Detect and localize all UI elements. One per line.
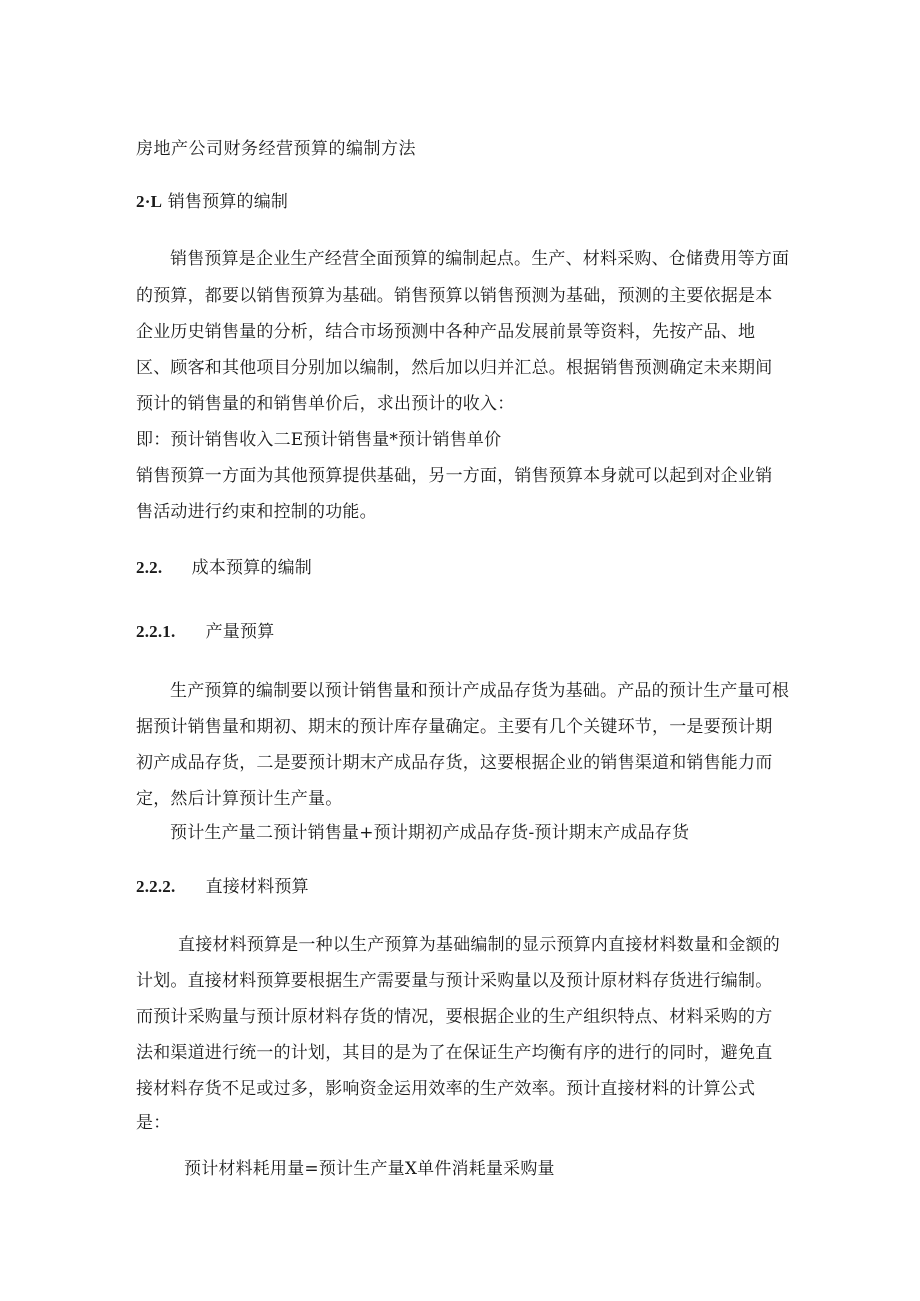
formula-line: 预计生产量二预计销售量+预计期初产成品存货-预计期末产成品存货 <box>170 823 690 843</box>
paragraph-line: 据预计销售量和期初、期末的预计库存量确定。主要有几个关键环节，一是要预计期 <box>136 717 773 737</box>
paragraph-line: 是： <box>136 1113 171 1133</box>
paragraph-line: 接材料存货不足或过多，影响资金运用效率的生产效率。预计直接材料的计算公式 <box>136 1079 756 1099</box>
paragraph-line: 预计的销售量的和销售单价后，求出预计的收入： <box>136 394 515 414</box>
section-title: 销售预算的编制 <box>167 192 289 212</box>
paragraph-line: 售活动进行约束和控制的功能。 <box>136 502 377 522</box>
section-heading-2-1 <box>136 191 288 213</box>
paragraph-line: 销售预算一方面为其他预算提供基础，另一方面，销售预算本身就可以起到对企业销 <box>136 466 773 486</box>
section-number: 2.2.2. <box>136 877 176 896</box>
paragraph-line: 的预算，都要以销售预算为基础。销售预算以销售预测为基础，预测的主要依据是本 <box>136 286 773 306</box>
paragraph-line: 而预计采购量与预计原材料存货的情况，要根据企业的生产组织特点、材料采购的方 <box>136 1007 773 1027</box>
section-heading-2-2-1 <box>136 621 274 643</box>
section-title: 成本预算的编制 <box>191 558 313 578</box>
section-title: 直接材料预算 <box>205 877 309 897</box>
paragraph-line: 企业历史销售量的分析，结合市场预测中各种产品发展前景等资料，先按产品、地 <box>136 322 756 342</box>
formula-line: 即：预计销售收入二E预计销售量*预计销售单价 <box>136 430 502 450</box>
section-title: 产量预算 <box>205 622 275 642</box>
document-title: 房地产公司财务经营预算的编制方法 <box>136 139 416 159</box>
paragraph-line: 法和渠道进行统一的计划，其目的是为了在保证生产均衡有序的进行的同时，避免直 <box>136 1043 773 1063</box>
paragraph-line: 直接材料预算是一种以生产预算为基础编制的显示预算内直接材料数量和金额的 <box>178 935 780 955</box>
section-number: 2·L <box>136 192 163 211</box>
section-number: 2.2.1. <box>136 622 176 641</box>
paragraph-line: 计划。直接材料预算要根据生产需要量与预计采购量以及预计原材料存货进行编制。 <box>136 971 773 991</box>
paragraph-line: 生产预算的编制要以预计销售量和预计产成品存货为基础。产品的预计生产量可根 <box>170 681 790 701</box>
formula-line: 预计材料耗用量=预计生产量X单件消耗量采购量 <box>184 1159 555 1179</box>
paragraph-line: 初产成品存货，二是要预计期末产成品存货，这要根据企业的销售渠道和销售能力而 <box>136 753 773 773</box>
paragraph-line: 销售预算是企业生产经营全面预算的编制起点。生产、材料采购、仓储费用等方面 <box>170 249 790 269</box>
paragraph-line: 区、顾客和其他项目分别加以编制，然后加以归并汇总。根据销售预测确定未来期间 <box>136 358 773 378</box>
paragraph-line: 定，然后计算预计生产量。 <box>136 789 343 809</box>
section-heading-2-2-2 <box>136 876 309 898</box>
section-heading-2-2 <box>136 557 312 579</box>
section-number: 2.2. <box>136 558 163 577</box>
